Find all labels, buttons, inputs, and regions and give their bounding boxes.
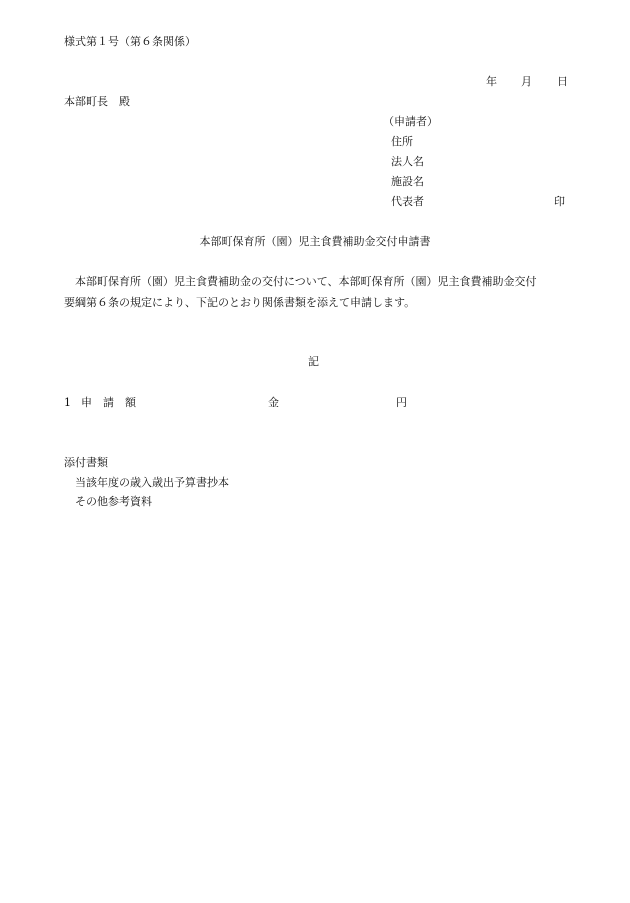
applicant-heading: （申請者）: [383, 115, 438, 128]
item-1-number: 1: [64, 396, 71, 409]
item-1-kin: 金: [268, 396, 279, 409]
applicant-facility-label: 施設名: [391, 175, 424, 188]
form-number: 様式第１号（第６条関係）: [64, 35, 196, 48]
applicant-address-label: 住所: [391, 135, 413, 148]
body-line-2: 要綱第６条の規定により、下記のとおり関係書類を添えて申請します。: [64, 296, 416, 309]
date-month-label: 月: [521, 75, 532, 88]
item-1-yen: 円: [396, 396, 407, 409]
date-year-label: 年: [486, 75, 497, 88]
applicant-representative-label: 代表者: [391, 195, 424, 208]
attachments-heading: 添付書類: [64, 456, 108, 469]
ki-heading: 記: [308, 355, 319, 368]
addressee: 本部町長 殿: [64, 95, 130, 108]
document-title: 本部町保育所（園）児主食費補助金交付申請書: [199, 235, 431, 248]
attachment-item: その他参考資料: [75, 495, 152, 508]
item-1-label: 申 請 額: [81, 396, 136, 409]
seal-mark: 印: [554, 195, 565, 208]
applicant-corporation-label: 法人名: [391, 155, 424, 168]
attachment-item: 当該年度の歳入歳出予算書抄本: [75, 476, 229, 489]
body-line-1: 本部町保育所（園）児主食費補助金の交付について、本部町保育所（園）児主食費補助金交付: [75, 275, 537, 288]
date-day-label: 日: [557, 75, 568, 88]
